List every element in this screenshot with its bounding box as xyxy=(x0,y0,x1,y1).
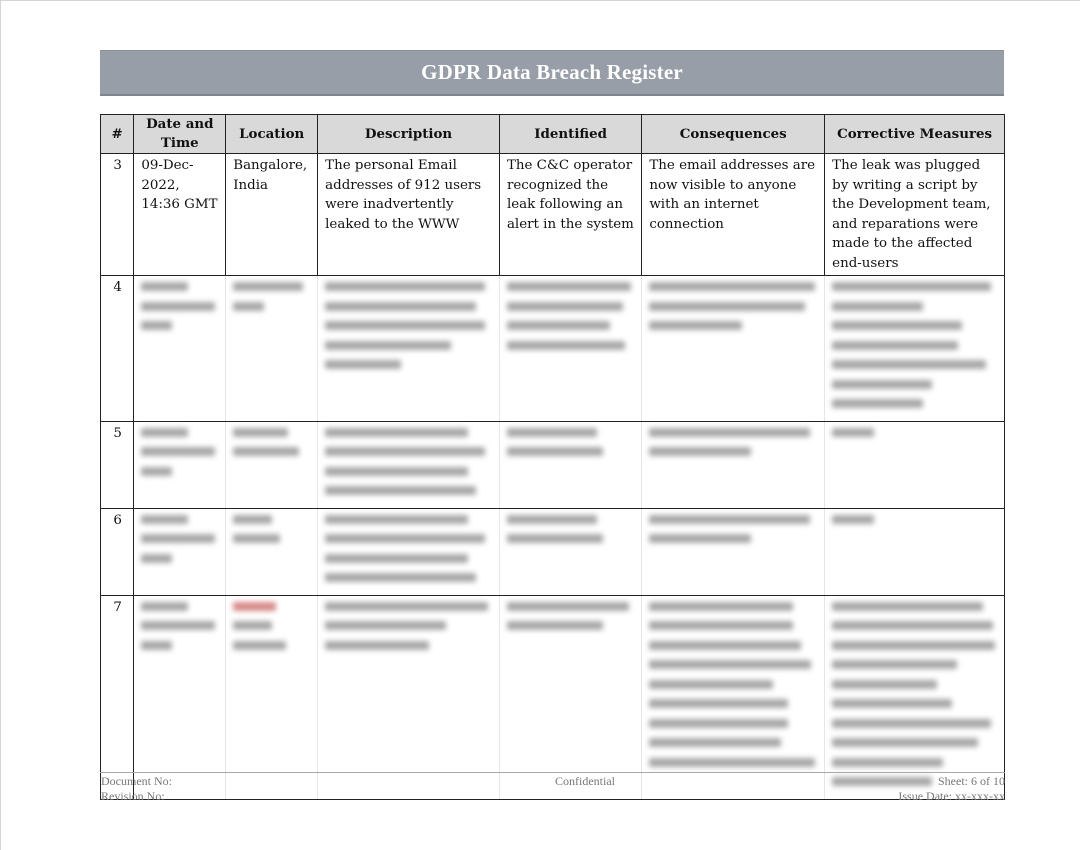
cell-corrective-measures: The leak was plugged by writing a script by the Development team, and reparations were made to the affected end-users xyxy=(825,154,1005,276)
document-number-label: Document No: xyxy=(101,774,172,788)
sheet-number: Sheet: 6 of 10 xyxy=(938,774,1005,788)
cell-description-redacted xyxy=(318,276,500,422)
cell-identified-redacted xyxy=(499,421,641,508)
cell-corrective-measures-redacted xyxy=(825,508,1005,595)
cell-description-redacted xyxy=(318,508,500,595)
cell-identified: The C&C operator recognized the leak following an alert in the system xyxy=(499,154,641,276)
table-row xyxy=(101,154,1005,276)
column-header-number: # xyxy=(101,115,134,154)
cell-consequences-redacted xyxy=(642,421,825,508)
cell-identified-redacted xyxy=(499,508,641,595)
cell-description: The personal Email addresses of 912 users were inadvertently leaked to the WWW xyxy=(318,154,500,276)
footer-right xyxy=(898,774,1005,804)
cell-location-redacted xyxy=(226,276,318,422)
cell-date-time-redacted xyxy=(134,595,226,799)
column-header-location: Location xyxy=(226,115,318,154)
page-edge xyxy=(0,0,1080,1)
cell-description-redacted xyxy=(318,421,500,508)
column-header-identified: Identified xyxy=(499,115,641,154)
table-row-redacted xyxy=(101,508,1005,595)
column-header-corrective-measures: Corrective Measures xyxy=(825,115,1005,154)
footer-divider xyxy=(100,772,1005,773)
cell-location-redacted xyxy=(226,508,318,595)
cell-date-time: 09-Dec-2022, 14:36 GMT xyxy=(134,154,226,276)
table-row-redacted xyxy=(101,595,1005,799)
cell-consequences-redacted xyxy=(642,595,825,799)
row-number: 7 xyxy=(101,595,134,799)
cell-corrective-measures-redacted xyxy=(825,421,1005,508)
cell-date-time-redacted xyxy=(134,276,226,422)
breach-register-table xyxy=(100,114,1005,800)
cell-consequences-redacted xyxy=(642,276,825,422)
column-header-description: Description xyxy=(318,115,500,154)
issue-date: Issue Date: xx-xxx-xx xyxy=(898,789,1005,803)
cell-corrective-measures-redacted xyxy=(825,595,1005,799)
cell-location: Bangalore, India xyxy=(226,154,318,276)
cell-identified-redacted xyxy=(499,595,641,799)
table-header-row xyxy=(101,115,1005,154)
document-title: GDPR Data Breach Register xyxy=(421,60,683,84)
document-title-bar xyxy=(100,50,1004,96)
page-edge xyxy=(0,0,1,850)
row-number: 3 xyxy=(101,154,134,276)
cell-identified-redacted xyxy=(499,276,641,422)
row-number: 6 xyxy=(101,508,134,595)
cell-location-redacted xyxy=(226,421,318,508)
cell-corrective-measures-redacted xyxy=(825,276,1005,422)
cell-location-redacted xyxy=(226,595,318,799)
table-row-redacted xyxy=(101,421,1005,508)
cell-date-time-redacted xyxy=(134,508,226,595)
column-header-date-time: Date and Time xyxy=(134,115,226,154)
row-number: 4 xyxy=(101,276,134,422)
revision-number-label: Revision No: xyxy=(101,789,165,803)
classification-label: Confidential xyxy=(555,774,615,788)
column-header-consequences: Consequences xyxy=(642,115,825,154)
row-number: 5 xyxy=(101,421,134,508)
table-row-redacted xyxy=(101,276,1005,422)
cell-date-time-redacted xyxy=(134,421,226,508)
cell-description-redacted xyxy=(318,595,500,799)
cell-consequences-redacted xyxy=(642,508,825,595)
cell-consequences: The email addresses are now visible to anyone with an internet connection xyxy=(642,154,825,276)
